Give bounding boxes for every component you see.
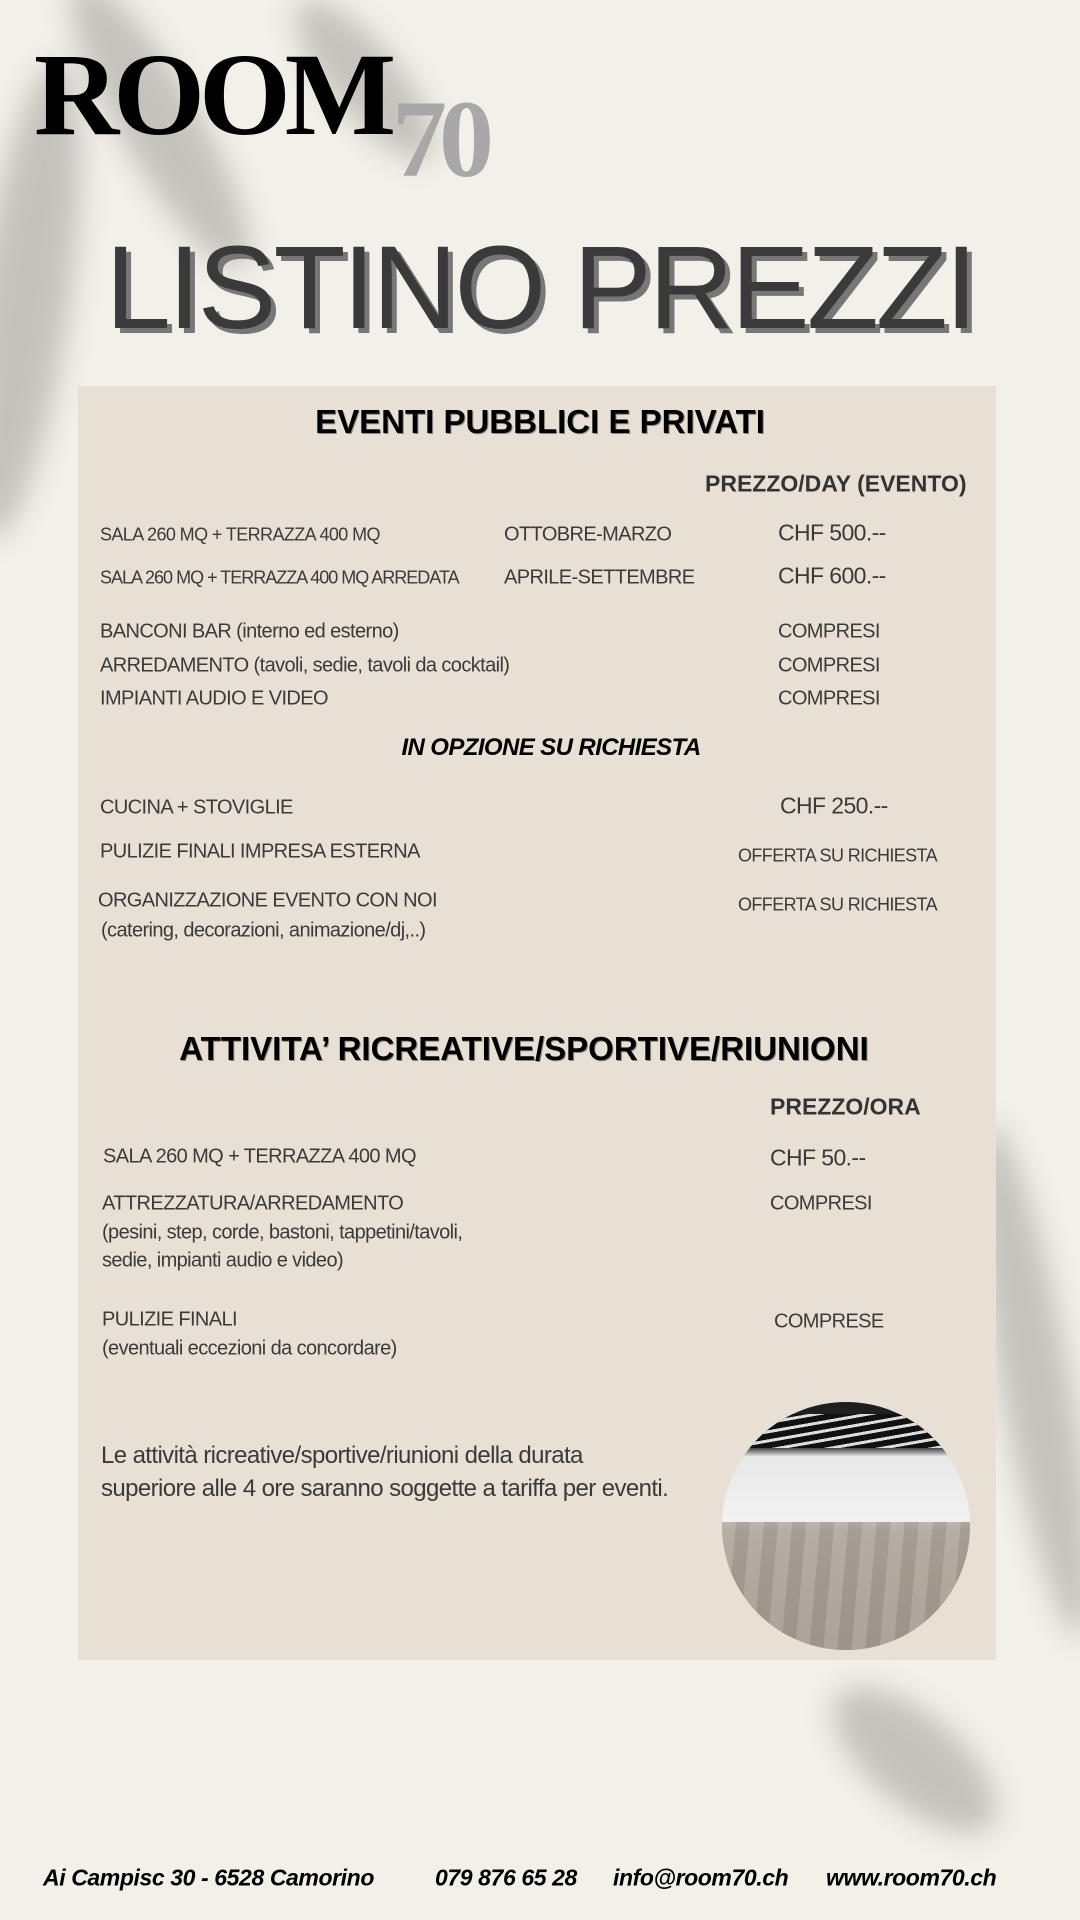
included-price: COMPRESI [778, 687, 880, 710]
venue-photo [722, 1402, 970, 1650]
option-label: PULIZIE FINALI IMPRESA ESTERNA [100, 840, 420, 863]
option-price: OFFERTA SU RICHIESTA [738, 845, 938, 866]
activity-price: CHF 50.-- [770, 1144, 866, 1171]
included-label: IMPIANTI AUDIO E VIDEO [100, 687, 328, 710]
leaf-shadow [809, 1661, 1020, 1859]
activities-price-header: PREZZO/ORA [770, 1093, 921, 1120]
duration-note: Le attività ricreative/sportive/riunioni della durata [101, 1442, 583, 1469]
activity-label: SALA 260 MQ + TERRAZZA 400 MQ [103, 1145, 416, 1168]
activity-label: PULIZIE FINALI [102, 1308, 237, 1331]
footer-phone[interactable]: 079 876 65 28 [435, 1864, 577, 1891]
logo [34, 29, 486, 200]
event-row-price: CHF 500.-- [778, 519, 886, 546]
activity-label: ATTREZZATURA/ARREDAMENTO [102, 1192, 404, 1215]
included-price: COMPRESI [778, 620, 880, 643]
footer-email[interactable]: info@room70.ch [613, 1864, 789, 1891]
activities-heading: ATTIVITA’ RICREATIVE/SPORTIVE/RIUNIONI [179, 1030, 869, 1067]
logo-70: 70 [392, 78, 486, 200]
activity-sublabel: sedie, impianti audio e video) [102, 1249, 344, 1272]
event-row-period: OTTOBRE-MARZO [504, 523, 672, 546]
duration-note: superiore alle 4 ore saranno soggette a tariffa per eventi. [101, 1475, 669, 1502]
page-title: LISTINO PREZZI [105, 222, 975, 354]
activity-sublabel: (eventuali eccezioni da concordare) [102, 1337, 397, 1360]
included-label: ARREDAMENTO (tavoli, sedie, tavoli da cocktail) [100, 654, 510, 677]
footer-website[interactable]: www.room70.ch [826, 1864, 997, 1891]
included-price: COMPRESI [778, 654, 880, 677]
activity-price: COMPRESI [770, 1192, 872, 1215]
footer-address: Ai Campisc 30 - 6528 Camorino [43, 1864, 374, 1891]
options-heading: IN OPZIONE SU RICHIESTA [401, 734, 701, 761]
event-row-label: SALA 260 MQ + TERRAZZA 400 MQ ARREDATA [100, 567, 459, 588]
event-row-label: SALA 260 MQ + TERRAZZA 400 MQ [100, 524, 380, 545]
activity-sublabel: (pesini, step, corde, bastoni, tappetini/tavoli, [102, 1221, 463, 1244]
option-price: CHF 250.-- [780, 792, 888, 819]
option-label: ORGANIZZAZIONE EVENTO CON NOI [98, 889, 437, 912]
logo-room: ROOM [34, 29, 391, 160]
events-heading: EVENTI PUBBLICI E PRIVATI [315, 403, 765, 440]
event-row-price: CHF 600.-- [778, 562, 886, 589]
option-price: OFFERTA SU RICHIESTA [738, 894, 938, 915]
activity-price: COMPRESE [774, 1310, 884, 1333]
option-label: CUCINA + STOVIGLIE [100, 796, 293, 819]
included-label: BANCONI BAR (interno ed esterno) [100, 620, 399, 643]
events-price-header: PREZZO/DAY (EVENTO) [705, 470, 967, 497]
option-sublabel: (catering, decorazioni, animazione/dj,..) [101, 919, 426, 942]
event-row-period: APRILE-SETTEMBRE [504, 566, 695, 589]
